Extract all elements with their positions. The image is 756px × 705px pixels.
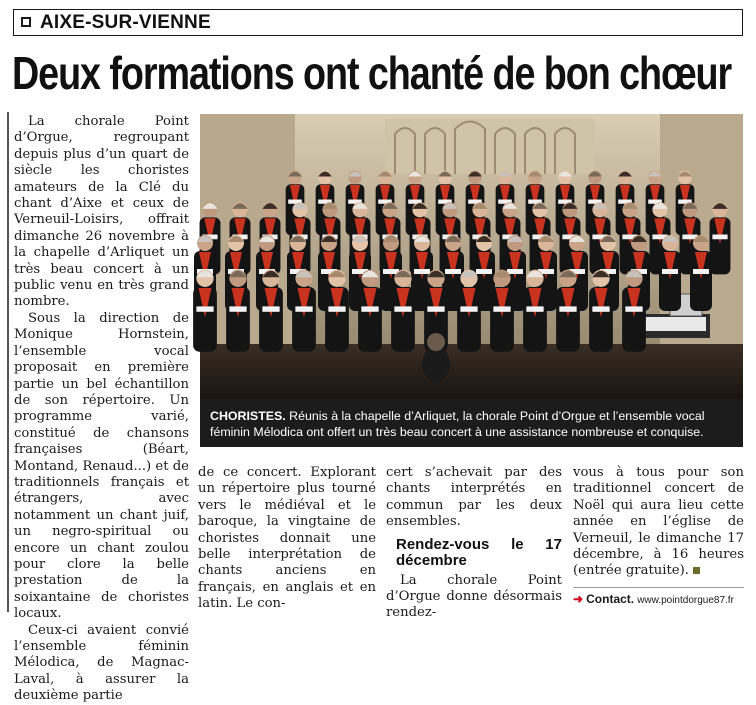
column-rule: [7, 112, 9, 612]
paragraph-3: Ceux-ci avaient convié l’ensemble féminin Mélodica, de Magnac-Laval, à assurer la deuxième partie: [14, 622, 189, 704]
music-folder: [295, 306, 312, 311]
paragraph-7: vous à tous pour son traditionnel concert de Noël qui aura lieu cette année en l’église de Verneuil, le dimanche 17 décembre, à 16 heures (entrée gratuite).: [573, 465, 744, 579]
photo-caption: [200, 399, 743, 447]
music-folder: [559, 306, 576, 311]
music-folder: [693, 269, 709, 274]
caption-label: CHORISTES.: [210, 409, 286, 423]
music-folder: [476, 269, 492, 274]
contact-line: [573, 587, 744, 605]
paragraph-2: Sous la direction de Monique Hornstein, l’ensemble vocal proposait en première partie un bel échantillon de son répertoire. Un programme varié, constitué de chansons françaises (Béart, Montand, Renaud...) et de traditionnels français et étrangers, avec notamment un chant juif, un negro-spiritual ou encore un chant zoulou pour clore la belle prestation de la soixantaine de choristes locaux.: [14, 310, 189, 622]
music-folder: [445, 269, 461, 274]
music-folder: [625, 306, 642, 311]
caption-text: Réunis à la chapelle d’Arliquet, la chorale Point d’Orgue et l’ensemble vocal féminin Mélodica ont offert un très beau concert à une assistance nombreuse et conquise.: [210, 409, 705, 439]
article-column-3: [386, 465, 562, 622]
headline: Deux formations ont chanté de bon chœur: [12, 47, 732, 99]
music-folder: [493, 306, 510, 311]
music-folder: [427, 306, 444, 311]
end-mark-icon: [693, 567, 700, 574]
subhead: Rendez-vous le 17 décembre: [396, 535, 562, 569]
music-folder: [328, 306, 345, 311]
music-folder: [460, 306, 477, 311]
music-folder: [712, 235, 727, 240]
section-title: AIXE-SUR-VIENNE: [40, 12, 211, 33]
article-column-4: [573, 465, 744, 580]
music-folder: [662, 269, 678, 274]
music-folder: [394, 306, 411, 311]
arrow-right-icon: ➜: [573, 592, 584, 606]
music-folder: [526, 306, 543, 311]
article-column-2: [198, 465, 376, 613]
music-folder: [592, 306, 609, 311]
square-bullet-icon: [21, 17, 31, 27]
music-folder: [229, 306, 246, 311]
music-folder: [361, 306, 378, 311]
contact-url[interactable]: www.pointdorgue87.fr: [637, 595, 734, 606]
choir-photo: [200, 114, 743, 399]
paragraph-6: La chorale Point d’Orgue donne désormais rendez-: [386, 572, 562, 621]
music-folder: [414, 269, 430, 274]
music-folder: [507, 269, 523, 274]
paragraph-4: de ce concert. Explorant un répertoire plus tourné vers le médiéval et le baroque, la vingtaine de choristes donnait une belle interprétation de chants anciens en français, en anglais et en latin. Le con-: [198, 465, 376, 612]
contact-label: Contact.: [586, 592, 635, 606]
choir-photo-illustration: [200, 114, 743, 399]
section-banner: [13, 9, 743, 36]
article-column-1: [14, 114, 189, 705]
music-folder: [196, 306, 213, 311]
paragraph-5: cert s’achevait par des chants interprétés en commun par les deux ensembles.: [386, 465, 562, 530]
music-folder: [262, 306, 279, 311]
paragraph-1: La chorale Point d’Orgue, regroupant depuis plus d’un quart de siècle les choristes amateurs de la Clé du chant d’Aixe et ceux de Verneuil-Loisirs, offrait dimanche 26 novembre à la chapelle d’Arliquet un très beau concert à un public venu en très grand nombre.: [14, 114, 189, 310]
